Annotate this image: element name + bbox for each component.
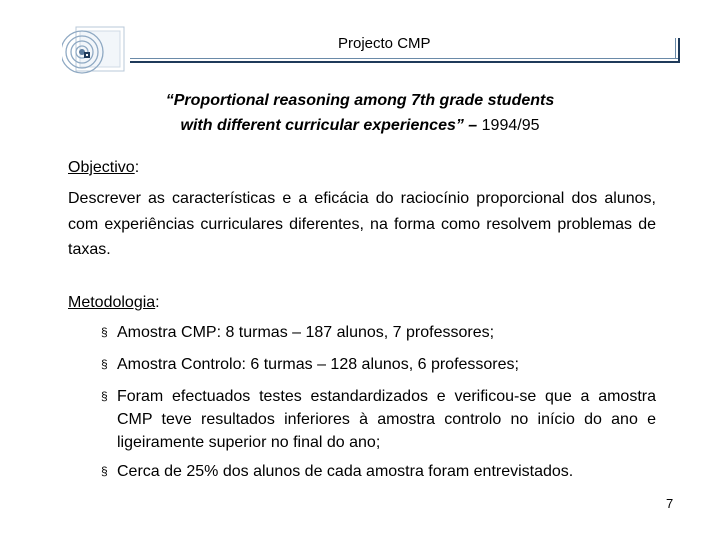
- list-item-text: Amostra CMP: 8 turmas – 187 alunos, 7 professores;: [117, 324, 495, 341]
- header-rule-vertical-dark: [678, 38, 680, 63]
- slide-title-line-2-text: with different curricular experiences” –: [180, 117, 478, 134]
- bullet-marker: §: [101, 389, 108, 403]
- methodology-heading: Metodologia:: [68, 294, 160, 311]
- header-rule-light: [130, 58, 678, 59]
- page-number: 7: [666, 496, 674, 511]
- bullet-marker: §: [101, 464, 108, 478]
- bullet-marker: §: [101, 325, 108, 339]
- slide-title-line-2: [0, 113, 720, 138]
- list-item-text: Cerca de 25% dos alunos de cada amostra foram entrevistados.: [117, 463, 574, 480]
- list-item: [101, 353, 656, 376]
- header-rule-dark: [130, 61, 680, 63]
- objective-heading: Objectivo:: [68, 159, 140, 176]
- slide-title-year: 1994/95: [481, 117, 540, 134]
- slide-title: [0, 88, 720, 138]
- project-logo-icon: [62, 24, 128, 76]
- bullet-marker: §: [101, 357, 108, 371]
- objective-paragraph: Descrever as características e a eficácia do raciocínio proporcional dos alunos, com experiências curriculares diferentes, na forma como resolvem problemas de taxas.: [68, 190, 656, 258]
- list-item-text: Foram efectuados testes estandardizados e verificou-se que a amostra CMP teve resultados inferiores à amostra controlo no início do ano e ligeiramente superior no final do ano;: [117, 388, 656, 451]
- list-item: [101, 385, 656, 454]
- list-item-text: Amostra Controlo: 6 turmas – 128 alunos, 6 professores;: [117, 356, 519, 373]
- methodology-list: [101, 321, 656, 492]
- methodology-label: Metodologia: [68, 294, 156, 311]
- list-item: [101, 460, 656, 483]
- header-rule-vertical-light: [675, 38, 676, 59]
- header-title: Projecto CMP: [338, 35, 431, 52]
- slide-title-line-1: “Proportional reasoning among 7th grade students: [165, 92, 555, 109]
- list-item: [101, 321, 656, 344]
- objective-label: Objectivo: [68, 159, 135, 176]
